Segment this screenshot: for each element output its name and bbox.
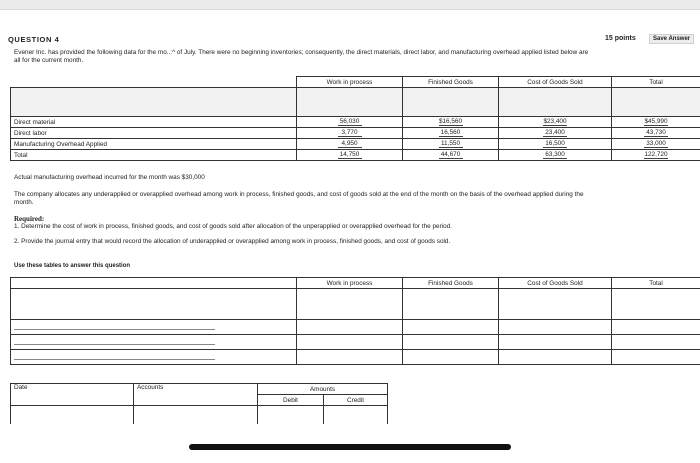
required-heading: Required: [14,215,45,223]
cell-value: 16,560 [439,129,463,137]
header-blank [11,77,297,88]
cell-value: 16,500 [543,140,567,148]
answer-cell[interactable] [11,335,297,350]
answer-cell[interactable] [612,335,700,350]
journal-credit-cell[interactable] [324,406,388,425]
journal-debit-cell[interactable] [258,406,324,425]
cell-value: 3,770 [338,129,362,137]
question-points: 15 points [605,35,636,42]
cell-value: 23,400 [543,129,567,137]
answer-header-cogs: Cost of Goods Sold [499,278,612,289]
answer-header-total: Total [612,278,700,289]
intro-line-1: Evener Inc. has provided the following data for the mo..:^ of July. There were no beginning inventories; consequently, the direct materials, direct labor, and manufacturing overhead applied listed below are [14,49,589,56]
cell-value: $23,400 [543,118,567,125]
table-row [11,128,700,139]
answer-header-blank [11,278,297,289]
table-row [11,350,700,365]
answer-cell[interactable] [499,335,612,350]
shade-cell [499,88,612,117]
cell-value: 33,000 [644,140,668,148]
journal-accounts-header: Accounts [134,384,258,406]
answer-cell[interactable] [11,350,297,365]
header-work-in-process: Work in process [297,77,403,88]
table-row [11,139,700,150]
answer-cell[interactable] [297,335,403,350]
header-cogs: Cost of Goods Sold [499,77,612,88]
table-row [11,289,700,320]
answer-header-finished-goods: Finished Goods [403,278,499,289]
answer-cell[interactable] [612,350,700,365]
answer-cell[interactable] [612,289,700,320]
intro-line-2: all for the current month. [14,57,84,64]
home-indicator-bar [189,444,511,450]
journal-table [10,383,700,424]
shade-cell [612,88,700,117]
journal-amounts-header: Amounts [258,384,388,395]
answer-cell[interactable] [403,289,499,320]
overhead-note: Actual manufacturing overhead incurred for the month was $30,000 [14,174,205,181]
answer-cell[interactable] [403,335,499,350]
answer-cell[interactable] [612,320,700,335]
answer-cell[interactable] [403,350,499,365]
table-row [11,335,700,350]
allocation-line-1: The company allocates any underapplied or overapplied overhead among work in process, finished goods, and cost of goods sold at the end of the month on the basis of the overhead applied during the [14,191,584,198]
row-label: Total [11,150,297,161]
row-label: Direct material [11,117,297,128]
header-finished-goods: Finished Goods [403,77,499,88]
row-label: Direct labor [11,128,297,139]
allocation-line-2: month. [14,199,34,206]
question-title: QUESTION 4 [8,35,60,44]
answer-cell[interactable] [499,350,612,365]
required-item-1: 1. Determine the cost of work in process, finished goods, and cost of goods sold after allocation of the unperapplied or overapplied overhead for the period. [14,223,453,230]
cell-value: 11,550 [439,140,463,148]
cell-value: 4,950 [338,140,362,148]
answer-cell[interactable] [11,289,297,320]
cell-value: $45,990 [644,118,668,125]
journal-date-cell[interactable] [11,406,134,425]
answer-cell[interactable] [297,289,403,320]
journal-date-header: Date [11,384,134,406]
table-row [11,320,700,335]
cell-value: 14,750 [338,151,362,159]
table-row [11,150,700,161]
cell-value: 122,720 [644,151,668,158]
shade-cell [403,88,499,117]
save-answer-button[interactable]: Save Answer [649,34,694,44]
answer-cell[interactable] [297,350,403,365]
cell-value: 43,730 [644,129,668,137]
cell-value: 44,670 [439,151,463,159]
answer-cell[interactable] [297,320,403,335]
journal-empty-area [388,384,700,425]
row-label: Manufacturing Overhead Applied [11,139,297,150]
cell-value: 56,030 [338,118,362,126]
journal-account-cell[interactable] [134,406,258,425]
answer-cell[interactable] [499,289,612,320]
answer-cell[interactable] [403,320,499,335]
data-table [10,76,700,161]
answer-table [10,277,700,365]
use-tables-note: Use these tables to answer this question [14,263,131,269]
journal-debit-header: Debit [258,395,324,406]
shade-cell [11,88,297,117]
required-item-2: 2. Provide the journal entry that would record the allocation of underapplied or overapplied among work in process, finished goods, and cost of goods sold. [14,238,451,245]
answer-cell[interactable] [11,320,297,335]
table-row [11,117,700,128]
answer-cell[interactable] [499,320,612,335]
top-divider [0,9,700,10]
top-band [0,0,700,9]
cell-value: 63,300 [543,151,567,159]
shade-cell [297,88,403,117]
cell-value: $16,560 [438,118,463,125]
header-total: Total [612,77,700,88]
journal-credit-header: Credit [324,395,388,406]
answer-header-work-in-process: Work in process [297,278,403,289]
